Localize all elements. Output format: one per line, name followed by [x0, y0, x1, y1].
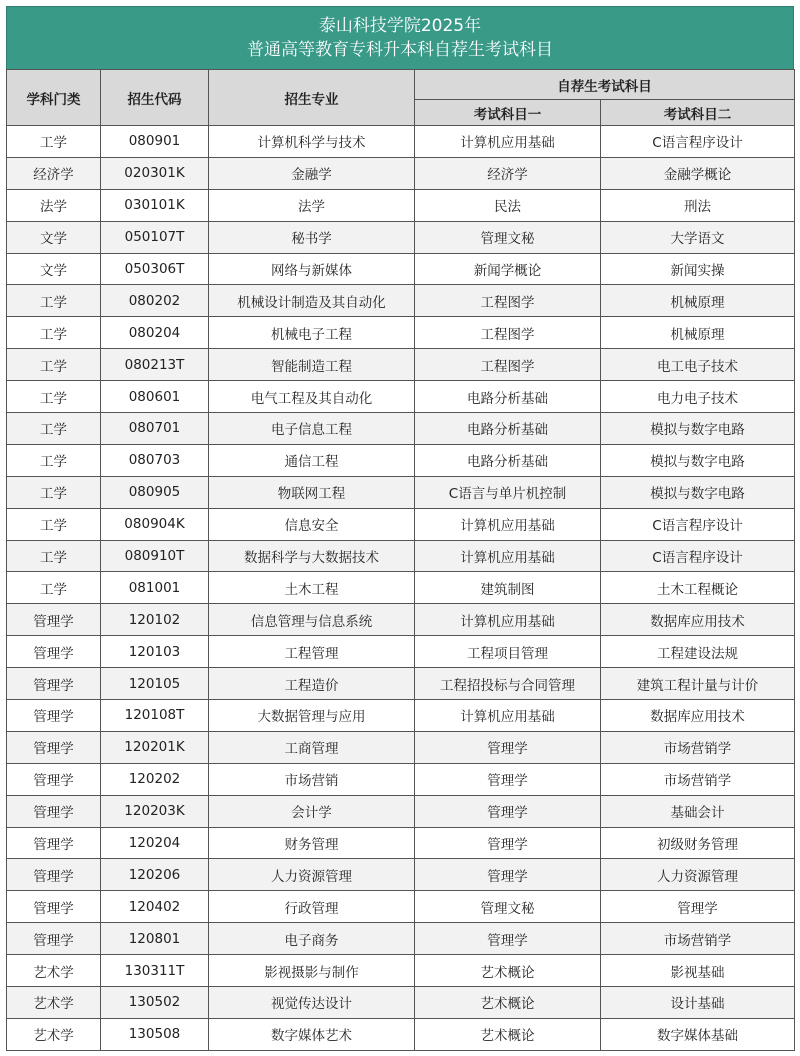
- cell-subject-2: 机械原理: [601, 285, 795, 317]
- cell-subject-1: 艺术概论: [415, 1018, 601, 1050]
- table-row: [7, 700, 795, 732]
- cell-major: 电子信息工程: [209, 413, 415, 445]
- cell-category: 工学: [7, 540, 101, 572]
- cell-code: 080905: [101, 476, 209, 508]
- cell-code: 080204: [101, 317, 209, 349]
- table-row: [7, 572, 795, 604]
- table-row: [7, 221, 795, 253]
- cell-code: 120402: [101, 891, 209, 923]
- header-code: 招生代码: [101, 70, 209, 126]
- cell-code: 080701: [101, 413, 209, 445]
- cell-subject-2: 刑法: [601, 189, 795, 221]
- cell-major: 会计学: [209, 795, 415, 827]
- cell-subject-1: 工程图学: [415, 317, 601, 349]
- table-row: [7, 189, 795, 221]
- cell-code: 080904K: [101, 508, 209, 540]
- cell-category: 管理学: [7, 604, 101, 636]
- exam-subjects-sheet: [6, 6, 794, 1051]
- table-header: [7, 70, 795, 126]
- table-row: [7, 381, 795, 413]
- header-exam-group: 自荐生考试科目: [415, 70, 795, 100]
- cell-major: 视觉传达设计: [209, 987, 415, 1019]
- cell-subject-2: 初级财务管理: [601, 827, 795, 859]
- cell-category: 文学: [7, 221, 101, 253]
- cell-code: 120202: [101, 763, 209, 795]
- table-row: [7, 349, 795, 381]
- cell-code: 120206: [101, 859, 209, 891]
- cell-category: 管理学: [7, 636, 101, 668]
- cell-subject-1: 民法: [415, 189, 601, 221]
- cell-major: 人力资源管理: [209, 859, 415, 891]
- table-row: [7, 157, 795, 189]
- cell-code: 130508: [101, 1018, 209, 1050]
- cell-major: 数字媒体艺术: [209, 1018, 415, 1050]
- table-row: [7, 476, 795, 508]
- cell-code: 080601: [101, 381, 209, 413]
- cell-category: 工学: [7, 349, 101, 381]
- cell-category: 工学: [7, 285, 101, 317]
- table-row: [7, 763, 795, 795]
- cell-category: 管理学: [7, 795, 101, 827]
- table-row: [7, 859, 795, 891]
- cell-subject-1: 管理文秘: [415, 891, 601, 923]
- cell-subject-2: 模拟与数字电路: [601, 444, 795, 476]
- cell-category: 管理学: [7, 731, 101, 763]
- cell-category: 工学: [7, 413, 101, 445]
- cell-code: 081001: [101, 572, 209, 604]
- table-row: [7, 253, 795, 285]
- cell-subject-1: 管理学: [415, 859, 601, 891]
- cell-subject-2: 数字媒体基础: [601, 1018, 795, 1050]
- cell-subject-1: 管理学: [415, 731, 601, 763]
- table-row: [7, 604, 795, 636]
- cell-subject-2: 电工电子技术: [601, 349, 795, 381]
- cell-subject-2: 金融学概论: [601, 157, 795, 189]
- cell-subject-1: 管理学: [415, 923, 601, 955]
- cell-major: 秘书学: [209, 221, 415, 253]
- cell-major: 信息管理与信息系统: [209, 604, 415, 636]
- cell-category: 经济学: [7, 157, 101, 189]
- cell-subject-1: 计算机应用基础: [415, 540, 601, 572]
- cell-subject-2: 新闻实操: [601, 253, 795, 285]
- header-major: 招生专业: [209, 70, 415, 126]
- cell-category: 管理学: [7, 700, 101, 732]
- cell-code: 080202: [101, 285, 209, 317]
- cell-code: 120108T: [101, 700, 209, 732]
- cell-major: 大数据管理与应用: [209, 700, 415, 732]
- cell-major: 工程管理: [209, 636, 415, 668]
- cell-code: 050107T: [101, 221, 209, 253]
- header-subject-2: 考试科目二: [601, 100, 795, 126]
- cell-subject-1: 工程招投标与合同管理: [415, 668, 601, 700]
- table-row: [7, 1018, 795, 1050]
- cell-code: 120102: [101, 604, 209, 636]
- cell-subject-1: 电路分析基础: [415, 381, 601, 413]
- cell-major: 机械设计制造及其自动化: [209, 285, 415, 317]
- cell-major: 信息安全: [209, 508, 415, 540]
- cell-major: 物联网工程: [209, 476, 415, 508]
- cell-category: 工学: [7, 126, 101, 158]
- cell-subject-2: 电力电子技术: [601, 381, 795, 413]
- cell-subject-2: C语言程序设计: [601, 126, 795, 158]
- cell-category: 管理学: [7, 859, 101, 891]
- cell-major: 市场营销: [209, 763, 415, 795]
- cell-subject-2: 机械原理: [601, 317, 795, 349]
- cell-subject-2: 市场营销学: [601, 731, 795, 763]
- cell-subject-1: 艺术概论: [415, 987, 601, 1019]
- cell-code: 120103: [101, 636, 209, 668]
- cell-category: 法学: [7, 189, 101, 221]
- cell-subject-1: 管理学: [415, 763, 601, 795]
- cell-subject-1: 工程图学: [415, 349, 601, 381]
- table-row: [7, 795, 795, 827]
- cell-code: 120105: [101, 668, 209, 700]
- cell-subject-1: 电路分析基础: [415, 444, 601, 476]
- cell-major: 工程造价: [209, 668, 415, 700]
- cell-subject-1: 经济学: [415, 157, 601, 189]
- cell-subject-2: 数据库应用技术: [601, 604, 795, 636]
- title-banner: [6, 6, 794, 69]
- cell-major: 影视摄影与制作: [209, 955, 415, 987]
- cell-category: 管理学: [7, 891, 101, 923]
- cell-subject-2: 数据库应用技术: [601, 700, 795, 732]
- cell-major: 财务管理: [209, 827, 415, 859]
- cell-major: 金融学: [209, 157, 415, 189]
- cell-category: 管理学: [7, 827, 101, 859]
- cell-subject-2: 模拟与数字电路: [601, 476, 795, 508]
- table-row: [7, 317, 795, 349]
- table-row: [7, 987, 795, 1019]
- table-row: [7, 731, 795, 763]
- cell-code: 120204: [101, 827, 209, 859]
- cell-subject-2: 设计基础: [601, 987, 795, 1019]
- table-row: [7, 413, 795, 445]
- cell-major: 通信工程: [209, 444, 415, 476]
- cell-subject-2: 基础会计: [601, 795, 795, 827]
- cell-subject-1: 计算机应用基础: [415, 700, 601, 732]
- cell-category: 管理学: [7, 668, 101, 700]
- table-row: [7, 444, 795, 476]
- table-row: [7, 668, 795, 700]
- cell-code: 130502: [101, 987, 209, 1019]
- cell-major: 数据科学与大数据技术: [209, 540, 415, 572]
- cell-major: 电气工程及其自动化: [209, 381, 415, 413]
- cell-category: 文学: [7, 253, 101, 285]
- cell-code: 120203K: [101, 795, 209, 827]
- cell-code: 130311T: [101, 955, 209, 987]
- cell-subject-1: 管理学: [415, 827, 601, 859]
- cell-major: 法学: [209, 189, 415, 221]
- cell-code: 120801: [101, 923, 209, 955]
- title-line-1: 泰山科技学院2025年: [318, 16, 482, 36]
- cell-subject-1: 管理文秘: [415, 221, 601, 253]
- cell-subject-1: 管理学: [415, 795, 601, 827]
- table-row: [7, 636, 795, 668]
- table-row: [7, 955, 795, 987]
- cell-code: 080703: [101, 444, 209, 476]
- cell-code: 050306T: [101, 253, 209, 285]
- cell-major: 网络与新媒体: [209, 253, 415, 285]
- cell-code: 080901: [101, 126, 209, 158]
- cell-subject-2: 市场营销学: [601, 763, 795, 795]
- cell-subject-1: 计算机应用基础: [415, 126, 601, 158]
- cell-subject-1: 工程图学: [415, 285, 601, 317]
- cell-category: 工学: [7, 508, 101, 540]
- cell-category: 工学: [7, 381, 101, 413]
- cell-subject-2: 管理学: [601, 891, 795, 923]
- cell-major: 机械电子工程: [209, 317, 415, 349]
- cell-subject-2: 市场营销学: [601, 923, 795, 955]
- table-row: [7, 827, 795, 859]
- header-category: 学科门类: [7, 70, 101, 126]
- cell-category: 艺术学: [7, 955, 101, 987]
- cell-category: 艺术学: [7, 1018, 101, 1050]
- table-row: [7, 540, 795, 572]
- cell-major: 土木工程: [209, 572, 415, 604]
- cell-major: 电子商务: [209, 923, 415, 955]
- cell-subject-1: C语言与单片机控制: [415, 476, 601, 508]
- title-line-2: 普通高等教育专科升本科自荐生考试科目: [247, 40, 553, 60]
- header-subject-1: 考试科目一: [415, 100, 601, 126]
- cell-subject-2: C语言程序设计: [601, 508, 795, 540]
- exam-subjects-table: [6, 69, 795, 1051]
- cell-subject-2: 人力资源管理: [601, 859, 795, 891]
- table-row: [7, 126, 795, 158]
- cell-code: 120201K: [101, 731, 209, 763]
- cell-category: 工学: [7, 444, 101, 476]
- cell-subject-1: 电路分析基础: [415, 413, 601, 445]
- cell-subject-2: C语言程序设计: [601, 540, 795, 572]
- table-row: [7, 923, 795, 955]
- table-row: [7, 891, 795, 923]
- cell-subject-2: 模拟与数字电路: [601, 413, 795, 445]
- cell-subject-1: 计算机应用基础: [415, 508, 601, 540]
- cell-subject-2: 影视基础: [601, 955, 795, 987]
- cell-category: 工学: [7, 572, 101, 604]
- cell-category: 管理学: [7, 763, 101, 795]
- table-row: [7, 285, 795, 317]
- cell-subject-1: 工程项目管理: [415, 636, 601, 668]
- cell-category: 工学: [7, 317, 101, 349]
- cell-major: 工商管理: [209, 731, 415, 763]
- table-body: [7, 126, 795, 1051]
- cell-major: 行政管理: [209, 891, 415, 923]
- cell-subject-2: 大学语文: [601, 221, 795, 253]
- cell-code: 030101K: [101, 189, 209, 221]
- cell-major: 计算机科学与技术: [209, 126, 415, 158]
- cell-category: 工学: [7, 476, 101, 508]
- cell-subject-1: 艺术概论: [415, 955, 601, 987]
- cell-subject-2: 建筑工程计量与计价: [601, 668, 795, 700]
- cell-category: 艺术学: [7, 987, 101, 1019]
- cell-subject-1: 建筑制图: [415, 572, 601, 604]
- cell-subject-2: 土木工程概论: [601, 572, 795, 604]
- cell-subject-1: 新闻学概论: [415, 253, 601, 285]
- cell-subject-1: 计算机应用基础: [415, 604, 601, 636]
- cell-category: 管理学: [7, 923, 101, 955]
- cell-code: 080910T: [101, 540, 209, 572]
- cell-subject-2: 工程建设法规: [601, 636, 795, 668]
- cell-code: 080213T: [101, 349, 209, 381]
- cell-code: 020301K: [101, 157, 209, 189]
- cell-major: 智能制造工程: [209, 349, 415, 381]
- table-row: [7, 508, 795, 540]
